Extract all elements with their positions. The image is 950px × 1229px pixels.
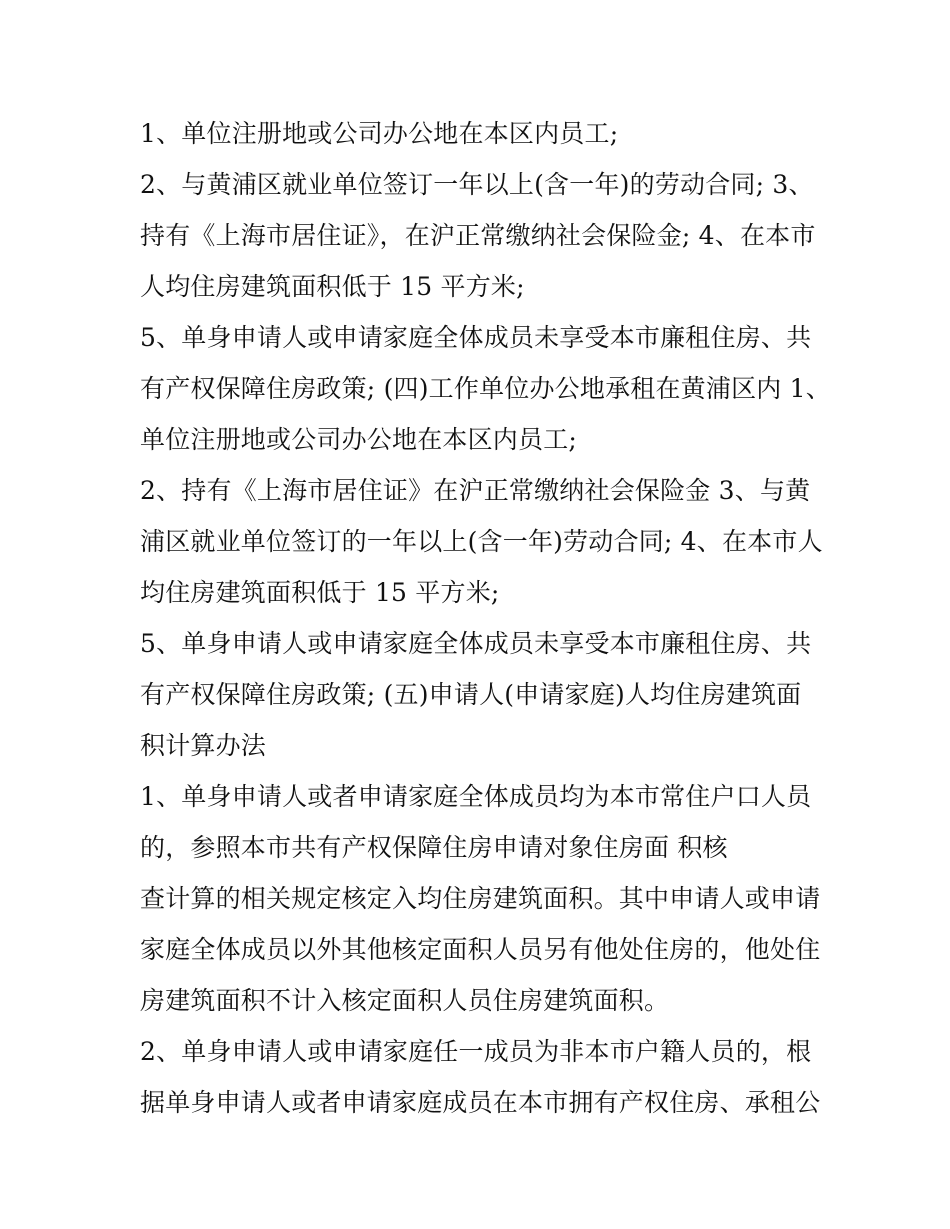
text-line: 浦区就业单位签订的一年以上(含一年)劳动合同; 4、在本市人 [140,527,823,556]
text-line: 2、持有《上海市居住证》在沪正常缴纳社会保险金 3、与黄 [140,476,811,505]
document-body [140,108,831,1128]
text-line: 单位注册地或公司办公地在本区内员工; [140,425,578,454]
text-line: 的，参照本市共有产权保障住房申请对象住房面 积核 [140,833,728,862]
text-line: 1、单位注册地或公司办公地在本区内员工; [140,119,619,148]
text-line: 1、单身申请人或者申请家庭全体成员均为本市常住户口人员 [140,782,812,811]
text-line: 人均住房建筑面积低于 15 平方米; [140,272,525,301]
text-line: 房建筑面积不计入核定面积人员住房建筑面积。 [140,986,670,1015]
text-line: 有产权保障住房政策; (四)工作单位办公地承租在黄浦区内 1、 [140,374,831,403]
text-line: 5、单身申请人或申请家庭全体成员未享受本市廉租住房、共 [140,323,812,352]
text-line: 有产权保障住房政策; (五)申请人(申请家庭)人均住房建筑面 [140,680,802,709]
text-line: 5、单身申请人或申请家庭全体成员未享受本市廉租住房、共 [140,629,812,658]
text-line: 家庭全体成员以外其他核定面积人员另有他处住房的，他处住 [140,935,821,964]
text-line: 查计算的相关规定核定入均住房建筑面积。其中申请人或申请 [140,884,821,913]
text-line: 持有《上海市居住证》，在沪正常缴纳社会保险金; 4、在本市 [140,221,816,250]
text-line: 据单身申请人或者申请家庭成员在本市拥有产权住房、承租公 [140,1088,821,1117]
text-line: 2、与黄浦区就业单位签订一年以上(含一年)的劳动合同; 3、 [140,170,814,199]
text-line: 均住房建筑面积低于 15 平方米; [140,578,500,607]
text-line: 积计算办法 [140,731,267,760]
text-line: 2、单身申请人或申请家庭任一成员为非本市户籍人员的，根 [140,1037,812,1066]
